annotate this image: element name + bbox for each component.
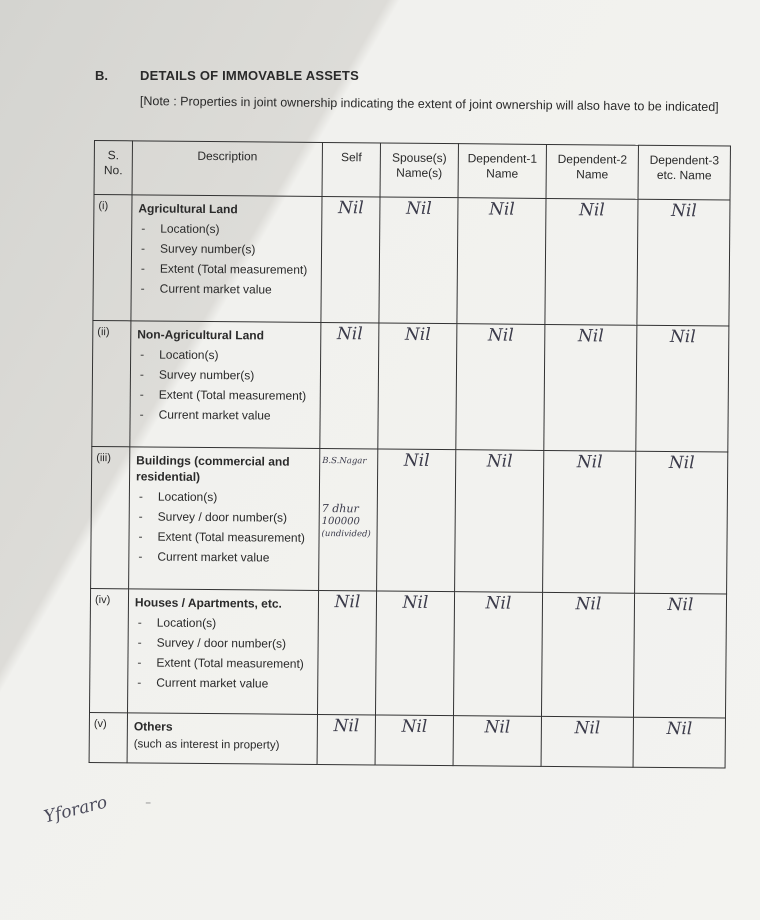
list-item: - Extent (Total measurement) [138, 260, 317, 278]
cell-dependent-2 [541, 716, 633, 767]
handwritten-value: Nil [403, 450, 430, 471]
handwritten-value: Nil [333, 716, 360, 737]
cell-dependent-2 [545, 198, 638, 325]
header-description: Description [132, 141, 322, 197]
header-row [94, 141, 730, 201]
cell-dependent-3 [637, 199, 730, 326]
row-sno: (v) [89, 712, 127, 762]
handwritten-value: Nil [487, 325, 514, 346]
handwritten-value: Nil [574, 718, 601, 739]
cell-dependent-3 [633, 717, 725, 768]
header-dependent-2: Dependent-2 Name [546, 144, 638, 199]
list-item: - Location(s) [136, 488, 315, 506]
handwritten-value: Nil [669, 327, 696, 348]
list-item: - Location(s) [135, 614, 314, 632]
table-row [93, 195, 730, 327]
handwritten-value: Nil [575, 594, 602, 615]
handwritten-location: B.S.Nagar [322, 456, 367, 467]
handwritten-value: Nil [488, 199, 515, 220]
cell-dependent-1 [457, 198, 546, 325]
list-item: - Extent (Total measurement) [134, 654, 313, 672]
cell-dependent-3 [635, 451, 728, 594]
cell-dependent-2 [541, 592, 634, 717]
handwritten-value: Nil [401, 716, 428, 737]
header-sno: S. No. [94, 141, 132, 195]
handwritten-value: Nil [667, 595, 694, 616]
header-dependent-1: Dependent-1 Name [458, 144, 546, 199]
handwritten-note: (undivided) [321, 529, 371, 540]
list-item: - Survey number(s) [138, 240, 317, 258]
list-item: - Current market value [134, 674, 313, 692]
list-item: - Current market value [138, 280, 317, 298]
cell-dependent-1 [456, 324, 545, 451]
cell-self [317, 590, 376, 715]
section-note: [Note : Properties in joint ownership indicating the extent of joint ownership will also have to be indicated] [139, 93, 719, 115]
header-dependent-3: Dependent-3 etc. Name [638, 145, 730, 200]
handwritten-value: Nil [404, 324, 431, 345]
list-item: - Extent (Total measurement) [137, 386, 316, 404]
row-category: Agricultural Land [138, 201, 238, 217]
handwritten-value: Nil [334, 592, 361, 613]
row-description [128, 589, 319, 715]
row-sno: (i) [93, 195, 132, 321]
handwritten-value: Nil [670, 201, 697, 222]
handwritten-extent: 7 dhur [321, 502, 359, 516]
handwritten-value: Nil [666, 719, 693, 740]
table-row [89, 712, 725, 768]
handwritten-value: Nil [576, 452, 603, 473]
cell-spouse [377, 449, 456, 592]
section-letter: B. [95, 68, 108, 83]
handwritten-value: Nil [486, 451, 513, 472]
row-sno: (ii) [92, 320, 131, 446]
cell-spouse [375, 715, 453, 766]
row-description [129, 447, 320, 591]
table-row [92, 320, 729, 452]
list-item: - Survey number(s) [137, 366, 316, 384]
row-subtitle: (such as interest in property) [133, 738, 280, 752]
cell-self [317, 714, 375, 765]
cell-self [321, 196, 380, 323]
row-description [130, 321, 321, 449]
handwritten-value: Nil [484, 717, 511, 738]
cell-dependent-2 [543, 450, 636, 593]
cell-spouse [378, 323, 457, 450]
handwritten-value: Nil [668, 453, 695, 474]
handwritten-value: Nil [405, 198, 432, 219]
list-item: - Location(s) [137, 346, 316, 364]
list-item: - Location(s) [138, 220, 317, 238]
cell-dependent-3 [633, 593, 726, 718]
cell-spouse [375, 591, 454, 716]
handwritten-value: Nil [485, 593, 512, 614]
cell-dependent-1 [453, 716, 541, 767]
handwritten-signature: Yforaro [42, 792, 110, 828]
cell-dependent-2 [544, 324, 637, 451]
list-item: - Survey / door number(s) [135, 634, 314, 652]
cell-self [320, 322, 379, 449]
list-item: - Survey / door number(s) [136, 508, 315, 526]
header-spouse: Spouse(s) Name(s) [380, 143, 458, 198]
row-category: Non-Agricultural Land [137, 327, 265, 343]
row-sno: (iii) [91, 446, 130, 588]
table-row [91, 446, 728, 594]
table-row [90, 588, 727, 718]
immovable-assets-table [89, 140, 731, 769]
cell-dependent-1 [455, 450, 544, 593]
handwritten-value: Nil [577, 326, 604, 347]
cell-self [319, 448, 378, 591]
handwritten-value: Nil [402, 592, 429, 613]
handwritten-value: Nil [337, 198, 364, 219]
handwritten-value: Nil [578, 200, 605, 221]
cell-spouse [379, 197, 458, 324]
list-item: - Current market value [135, 548, 314, 566]
cell-dependent-3 [636, 325, 729, 452]
row-description [127, 713, 317, 765]
header-self: Self [322, 142, 380, 197]
cell-dependent-1 [453, 592, 542, 717]
row-category: Buildings (commercial and residential) [136, 453, 290, 484]
signature-tick-mark: ⁻ [145, 798, 152, 812]
row-category: Others [133, 719, 173, 734]
row-description [131, 195, 322, 323]
handwritten-value: Nil [336, 324, 363, 345]
handwritten-market-value: 100000 [321, 516, 360, 528]
row-category: Houses / Apartments, etc. [134, 595, 282, 611]
section-title: DETAILS OF IMMOVABLE ASSETS [140, 68, 359, 83]
row-sno: (iv) [90, 588, 129, 712]
list-item: - Extent (Total measurement) [135, 528, 314, 546]
list-item: - Current market value [137, 406, 316, 424]
